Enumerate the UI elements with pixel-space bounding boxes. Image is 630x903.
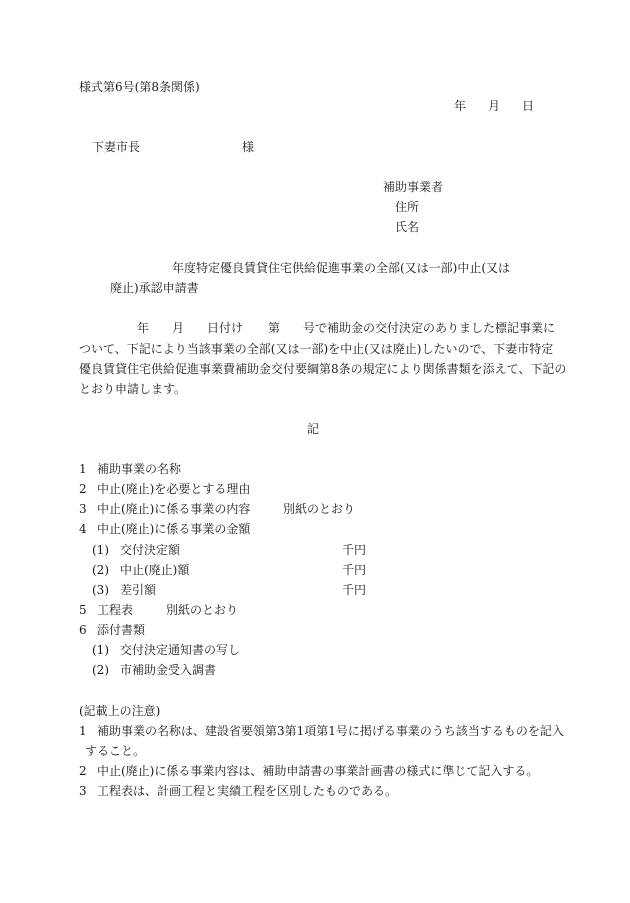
recipient-suffix: 様 (242, 140, 255, 154)
body-line-4: とおり申請します。 (79, 382, 187, 396)
amount-3-number: (3) (92, 583, 109, 597)
item-5-number: 5 (79, 603, 87, 617)
item-3-number: 3 (79, 502, 87, 516)
attachment-2-number: (2) (92, 663, 109, 677)
note-2-number: 2 (79, 764, 87, 778)
body-line-2: ついて、下記により当該事業の全部(又は一部)を中止(又は廃止)したいので、下妻市特定 (79, 342, 554, 356)
item-6-number: 6 (79, 623, 87, 637)
item-6-label: 添付書類 (97, 623, 146, 637)
date-year-label: 年 (454, 99, 467, 113)
amount-2-unit: 千円 (342, 563, 367, 577)
item-5-note: 別紙のとおり (166, 603, 239, 617)
body-number-label: 第 (268, 321, 281, 335)
item-2-label: 中止(廃止)を必要とする理由 (97, 482, 251, 496)
note-1-number: 1 (79, 724, 87, 738)
item-2-number: 2 (79, 482, 87, 496)
amount-3-label: 差引額 (120, 583, 157, 597)
item-5-label: 工程表 (97, 603, 134, 617)
body-day-label: 日付け (207, 321, 244, 335)
note-3-number: 3 (79, 784, 87, 798)
date-month-label: 月 (488, 99, 501, 113)
amount-1-label: 交付決定額 (120, 543, 181, 557)
amount-1-unit: 千円 (342, 543, 367, 557)
body-line-3: 優良賃貸住宅供給促進事業費補助金交付要綱第8条の規定により関係書類を添えて、下記の (79, 362, 567, 376)
amount-2-label: 中止(廃止)額 (120, 563, 190, 577)
form-number: 様式第6号(第8条関係) (79, 80, 200, 94)
ki-heading: 記 (307, 422, 320, 436)
item-4-label: 中止(廃止)に係る事業の金額 (97, 522, 251, 536)
attachment-2-label: 市補助金受入調書 (120, 663, 217, 677)
notes-heading: (記載上の注意) (79, 704, 161, 718)
item-4-number: 4 (79, 522, 87, 536)
item-1-label: 補助事業の名称 (97, 462, 182, 476)
date-day-label: 日 (522, 99, 535, 113)
amount-3-unit: 千円 (342, 583, 367, 597)
item-3-label: 中止(廃止)に係る事業の内容 (97, 502, 251, 516)
applicant-name-label: 氏名 (395, 220, 420, 234)
note-1-line-1: 補助事業の名称は、建設省要領第3第1項第1号に掲げる事業のうち該当するものを記入 (97, 724, 564, 738)
note-2-line-1: 中止(廃止)に係る事業内容は、補助申請書の事業計画書の様式に準じて記入する。 (97, 764, 539, 778)
attachment-1-number: (1) (92, 643, 109, 657)
document-title-line-2: 廃止)承認申請書 (110, 281, 199, 295)
body-month-label: 月 (172, 321, 185, 335)
item-3-note: 別紙のとおり (283, 502, 356, 516)
note-1-line-2: すること。 (85, 744, 146, 758)
attachment-1-label: 交付決定通知書の写し (120, 643, 241, 657)
amount-1-number: (1) (92, 543, 109, 557)
body-year-label: 年 (137, 321, 150, 335)
note-3-line-1: 工程表は、計画工程と実績工程を区別したものである。 (97, 784, 398, 798)
applicant-heading: 補助事業者 (383, 180, 444, 194)
recipient-name: 下妻市長 (92, 140, 141, 154)
applicant-address-label: 住所 (395, 200, 420, 214)
item-1-number: 1 (79, 462, 87, 476)
body-line-1-rest: 号で補助金の交付決定のありました標記事業に (303, 321, 556, 335)
amount-2-number: (2) (92, 563, 109, 577)
document-title-line-1: 年度特定優良賃貸住宅供給促進事業の全部(又は一部)中止(又は (172, 261, 511, 275)
